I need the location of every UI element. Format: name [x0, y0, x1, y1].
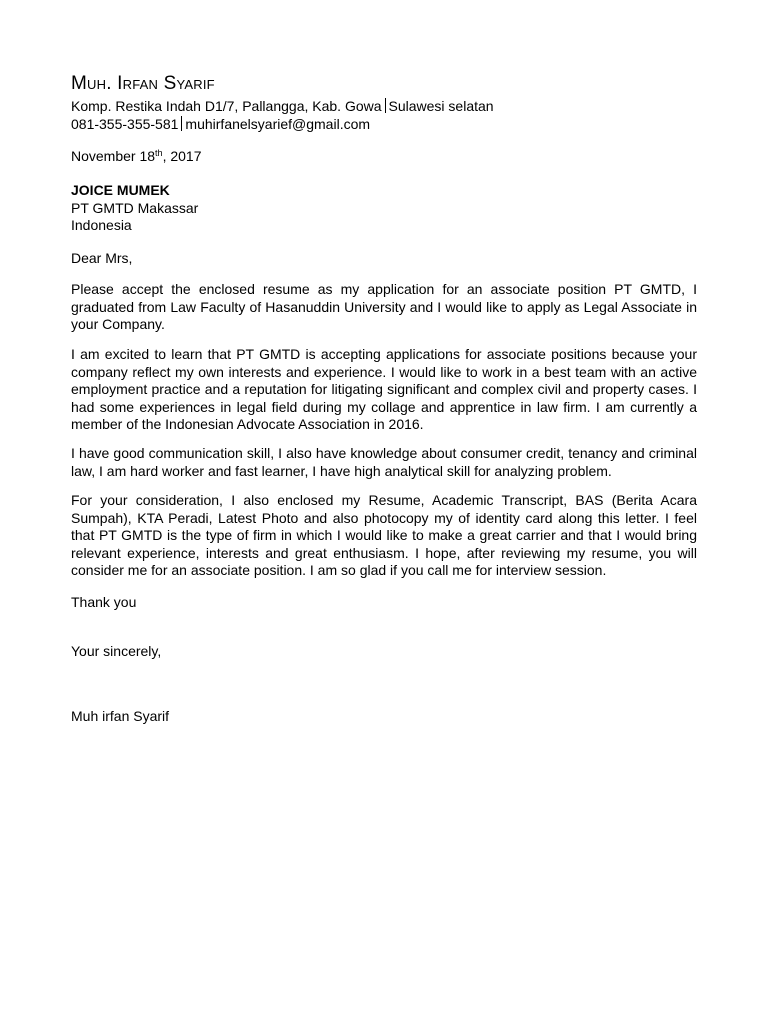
closing-regards: Your sincerely,	[71, 643, 162, 659]
date-suffix: th	[155, 148, 163, 158]
sender-name: Muh. Irfan Syarif	[71, 73, 215, 94]
letter-page	[71, 0, 697, 1024]
date-year: , 2017	[162, 148, 202, 164]
recipient-country: Indonesia	[71, 217, 132, 233]
recipient-company: PT GMTD Makassar	[71, 200, 199, 216]
sender-phone: 081-355-355-581	[71, 116, 179, 132]
salutation: Dear Mrs,	[71, 250, 133, 266]
sender-contact-line	[71, 115, 370, 133]
body-paragraph: Please accept the enclosed resume as my application for an associate position PT GMTD, I graduated from Law Faculty of Hasanuddin University and I would like to apply as Legal Associate in your Company.	[71, 281, 697, 332]
date-month-day: November 18	[71, 148, 156, 164]
separator-bar	[385, 98, 386, 113]
letter-date	[71, 147, 202, 165]
sender-address-line	[71, 97, 494, 115]
signature-name: Muh irfan Syarif	[71, 708, 170, 724]
body-paragraph: For your consideration, I also enclosed my Resume, Academic Transcript, BAS (Berita Acara Sumpah), KTA Peradi, Latest Photo and also photocopy my of identity card along this letter. I feel that PT GMTD is the type of firm in which I would like to make a great carrier and that I would bring relevant experience, interests and great enthusiasm. I hope, after reviewing my resume, you will consider me for an associate position. I am so glad if you call me for interview session.	[71, 492, 697, 578]
sender-email: muhirfanelsyarief@gmail.com	[185, 116, 371, 132]
recipient-name: JOICE MUMEK	[71, 182, 170, 198]
closing-thanks: Thank you	[71, 594, 137, 610]
sender-region: Sulawesi selatan	[388, 98, 494, 114]
sender-address: Komp. Restika Indah D1/7, Pallangga, Kab. Gowa	[71, 98, 382, 114]
body-paragraph: I am excited to learn that PT GMTD is accepting applications for associate positions because your company reflect my own interests and experience. I would like to work in a best team with an active employment practice and a reputation for litigating significant and complex civil and property cases. I had some experiences in legal field during my collage and apprentice in law firm. I am currently a member of the Indonesian Advocate Association in 2016.	[71, 346, 697, 432]
separator-bar	[181, 116, 182, 131]
body-paragraph: I have good communication skill, I also have knowledge about consumer credit, tenancy and criminal law, I am hard worker and fast learner, I have high analytical skill for analyzing problem.	[71, 445, 697, 479]
